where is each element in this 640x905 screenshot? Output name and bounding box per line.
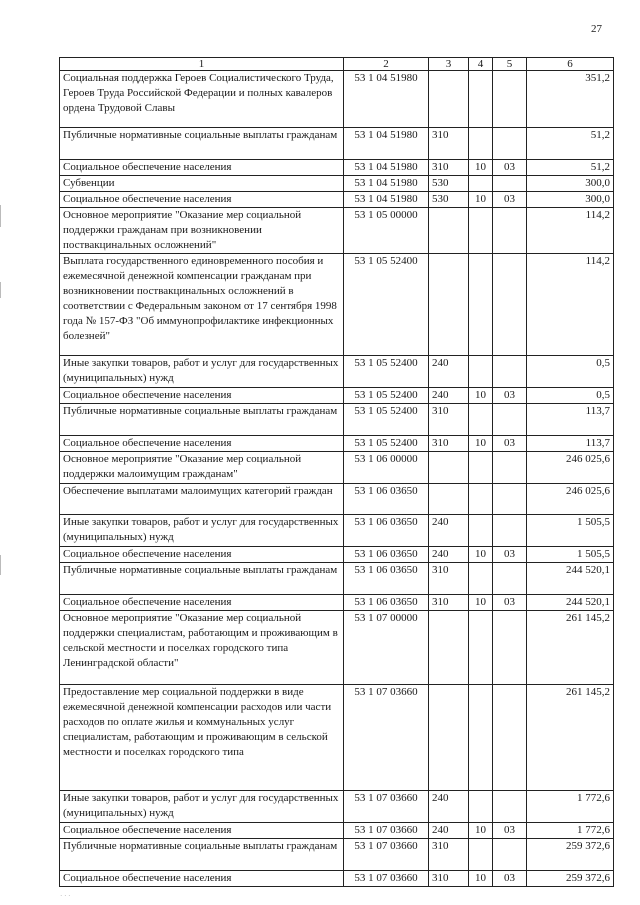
table-row [60,71,614,128]
amount-cell: 114,2 [527,254,614,356]
section-code-cell [469,176,493,192]
table-row [60,208,614,254]
target-article-code-cell: 53 1 06 00000 [344,452,429,484]
row-name-cell: Социальная поддержка Героев Социалистического Труда, Героев Труда Российской Федерации и полных кавалеров ордена Трудовой Славы [60,71,344,128]
section-code-cell: 10 [469,388,493,404]
subsection-code-cell [493,685,527,791]
target-article-code-cell: 53 1 04 51980 [344,160,429,176]
subsection-code-cell [493,611,527,685]
amount-cell: 114,2 [527,208,614,254]
table-row [60,128,614,160]
expense-type-code-cell [429,685,469,791]
subsection-code-cell: 03 [493,547,527,563]
table-row [60,685,614,791]
subsection-code-cell: 03 [493,388,527,404]
section-code-cell [469,452,493,484]
expense-type-code-cell: 530 [429,176,469,192]
row-name-cell: Основное мероприятие "Оказание мер социальной поддержки малоимущим гражданам" [60,452,344,484]
amount-cell: 113,7 [527,436,614,452]
row-name-cell: Предоставление мер социальной поддержки в виде ежемесячной денежной компенсации расходов или части расходов по оплате жилья и коммунальных услуг специалистам, работающим и проживающим в сельской местности и поселках городского типа [60,685,344,791]
section-code-cell [469,208,493,254]
row-name-cell: Социальное обеспечение населения [60,388,344,404]
expense-type-code-cell: 240 [429,515,469,547]
scan-margin-mark [0,205,1,227]
amount-cell: 259 372,6 [527,839,614,871]
target-article-code-cell: 53 1 04 51980 [344,176,429,192]
amount-cell: 261 145,2 [527,685,614,791]
amount-cell: 300,0 [527,192,614,208]
amount-cell: 246 025,6 [527,452,614,484]
subsection-code-cell [493,452,527,484]
subsection-code-cell: 03 [493,823,527,839]
table-row [60,871,614,887]
target-article-code-cell: 53 1 07 03660 [344,839,429,871]
expense-type-code-cell [429,71,469,128]
table-row [60,839,614,871]
table-row [60,436,614,452]
expense-type-code-cell: 310 [429,595,469,611]
amount-cell: 244 520,1 [527,563,614,595]
target-article-code-cell: 53 1 07 03660 [344,823,429,839]
expense-type-code-cell [429,611,469,685]
amount-cell: 51,2 [527,160,614,176]
target-article-code-cell: 53 1 05 52400 [344,254,429,356]
target-article-code-cell: 53 1 06 03650 [344,547,429,563]
amount-cell: 1 772,6 [527,823,614,839]
amount-cell: 51,2 [527,128,614,160]
section-code-cell: 10 [469,160,493,176]
section-code-cell: 10 [469,871,493,887]
expense-type-code-cell: 240 [429,388,469,404]
table-row [60,611,614,685]
header-row [60,58,614,71]
section-code-cell [469,685,493,791]
subsection-code-cell: 03 [493,871,527,887]
target-article-code-cell: 53 1 04 51980 [344,71,429,128]
table-row [60,176,614,192]
expense-type-code-cell [429,452,469,484]
amount-cell: 300,0 [527,176,614,192]
row-name-cell: Публичные нормативные социальные выплаты гражданам [60,839,344,871]
subsection-code-cell [493,71,527,128]
header-cell-5: 5 [493,58,527,71]
row-name-cell: Публичные нормативные социальные выплаты гражданам [60,404,344,436]
expense-type-code-cell: 240 [429,791,469,823]
section-code-cell [469,128,493,160]
row-name-cell: Основное мероприятие "Оказание мер социальной поддержки гражданам при возникновении поствакцинальных осложнений" [60,208,344,254]
expense-type-code-cell: 310 [429,839,469,871]
section-code-cell [469,791,493,823]
amount-cell: 0,5 [527,356,614,388]
amount-cell: 0,5 [527,388,614,404]
section-code-cell: 10 [469,436,493,452]
table-row [60,791,614,823]
scan-margin-mark [0,282,1,298]
section-code-cell [469,254,493,356]
expense-type-code-cell [429,208,469,254]
table-row [60,160,614,176]
row-name-cell: Публичные нормативные социальные выплаты гражданам [60,563,344,595]
target-article-code-cell: 53 1 05 52400 [344,436,429,452]
section-code-cell [469,611,493,685]
header-cell-1: 1 [60,58,344,71]
section-code-cell: 10 [469,547,493,563]
page-number: 27 [591,23,602,35]
target-article-code-cell: 53 1 04 51980 [344,128,429,160]
subsection-code-cell: 03 [493,595,527,611]
section-code-cell [469,484,493,515]
table-row [60,356,614,388]
target-article-code-cell: 53 1 07 00000 [344,611,429,685]
amount-cell: 1 505,5 [527,547,614,563]
table-row [60,452,614,484]
target-article-code-cell: 53 1 05 52400 [344,356,429,388]
section-code-cell [469,404,493,436]
subsection-code-cell [493,208,527,254]
table-row [60,515,614,547]
expense-type-code-cell [429,254,469,356]
row-name-cell: Субвенции [60,176,344,192]
subsection-code-cell [493,128,527,160]
expense-type-code-cell: 310 [429,160,469,176]
table-row [60,595,614,611]
target-article-code-cell: 53 1 07 03660 [344,871,429,887]
section-code-cell [469,71,493,128]
subsection-code-cell [493,484,527,515]
section-code-cell: 10 [469,823,493,839]
subsection-code-cell [493,404,527,436]
section-code-cell: 10 [469,595,493,611]
expense-type-code-cell: 310 [429,436,469,452]
amount-cell: 244 520,1 [527,595,614,611]
subsection-code-cell [493,563,527,595]
amount-cell: 1 505,5 [527,515,614,547]
target-article-code-cell: 53 1 05 00000 [344,208,429,254]
section-code-cell [469,356,493,388]
header-cell-4: 4 [469,58,493,71]
scan-margin-mark [0,555,1,575]
row-name-cell: Социальное обеспечение населения [60,871,344,887]
target-article-code-cell: 53 1 06 03650 [344,515,429,547]
budget-table [59,57,614,887]
target-article-code-cell: 53 1 06 03650 [344,484,429,515]
expense-type-code-cell: 310 [429,404,469,436]
target-article-code-cell: 53 1 04 51980 [344,192,429,208]
amount-cell: 1 772,6 [527,791,614,823]
row-name-cell: Иные закупки товаров, работ и услуг для государственных (муниципальных) нужд [60,791,344,823]
row-name-cell: Социальное обеспечение населения [60,547,344,563]
expense-type-code-cell [429,484,469,515]
table-row [60,484,614,515]
expense-type-code-cell: 310 [429,871,469,887]
table-row [60,254,614,356]
row-name-cell: Обеспечение выплатами малоимущих категорий граждан [60,484,344,515]
row-name-cell: Публичные нормативные социальные выплаты гражданам [60,128,344,160]
table-row [60,563,614,595]
subsection-code-cell [493,254,527,356]
table-row [60,388,614,404]
row-name-cell: Выплата государственного единовременного пособия и ежемесячной денежной компенсации гражданам при возникновении поствакцинальных осложнений в соответствии с Федеральным законом от 17 сентября 1998 года № 157-ФЗ "Об иммунопрофилактике инфекционных болезней" [60,254,344,356]
subsection-code-cell [493,356,527,388]
subsection-code-cell [493,176,527,192]
table-row [60,404,614,436]
amount-cell: 246 025,6 [527,484,614,515]
section-code-cell [469,839,493,871]
header-cell-6: 6 [527,58,614,71]
row-name-cell: Социальное обеспечение населения [60,436,344,452]
row-name-cell: Иные закупки товаров, работ и услуг для государственных (муниципальных) нужд [60,515,344,547]
expense-type-code-cell: 310 [429,563,469,595]
table-row [60,823,614,839]
row-name-cell: Социальное обеспечение населения [60,823,344,839]
subsection-code-cell: 03 [493,436,527,452]
expense-type-code-cell: 310 [429,128,469,160]
target-article-code-cell: 53 1 05 52400 [344,404,429,436]
row-name-cell: Иные закупки товаров, работ и услуг для государственных (муниципальных) нужд [60,356,344,388]
row-name-cell: Основное мероприятие "Оказание мер социальной поддержки специалистам, работающим и проживающим в сельской местности и поселках городского типа Ленинградской области" [60,611,344,685]
row-name-cell: Социальное обеспечение населения [60,595,344,611]
subsection-code-cell: 03 [493,192,527,208]
amount-cell: 351,2 [527,71,614,128]
section-code-cell: 10 [469,192,493,208]
target-article-code-cell: 53 1 07 03660 [344,685,429,791]
amount-cell: 113,7 [527,404,614,436]
amount-cell: 259 372,6 [527,871,614,887]
target-article-code-cell: 53 1 06 03650 [344,595,429,611]
expense-type-code-cell: 240 [429,823,469,839]
table-row [60,192,614,208]
scan-footer-mark: · · · [60,892,71,900]
expense-type-code-cell: 240 [429,356,469,388]
amount-cell: 261 145,2 [527,611,614,685]
subsection-code-cell: 03 [493,160,527,176]
target-article-code-cell: 53 1 06 03650 [344,563,429,595]
expense-type-code-cell: 240 [429,547,469,563]
row-name-cell: Социальное обеспечение населения [60,192,344,208]
header-cell-2: 2 [344,58,429,71]
expense-type-code-cell: 530 [429,192,469,208]
subsection-code-cell [493,515,527,547]
row-name-cell: Социальное обеспечение населения [60,160,344,176]
table-row [60,547,614,563]
subsection-code-cell [493,791,527,823]
target-article-code-cell: 53 1 05 52400 [344,388,429,404]
subsection-code-cell [493,839,527,871]
target-article-code-cell: 53 1 07 03660 [344,791,429,823]
header-cell-3: 3 [429,58,469,71]
section-code-cell [469,515,493,547]
section-code-cell [469,563,493,595]
